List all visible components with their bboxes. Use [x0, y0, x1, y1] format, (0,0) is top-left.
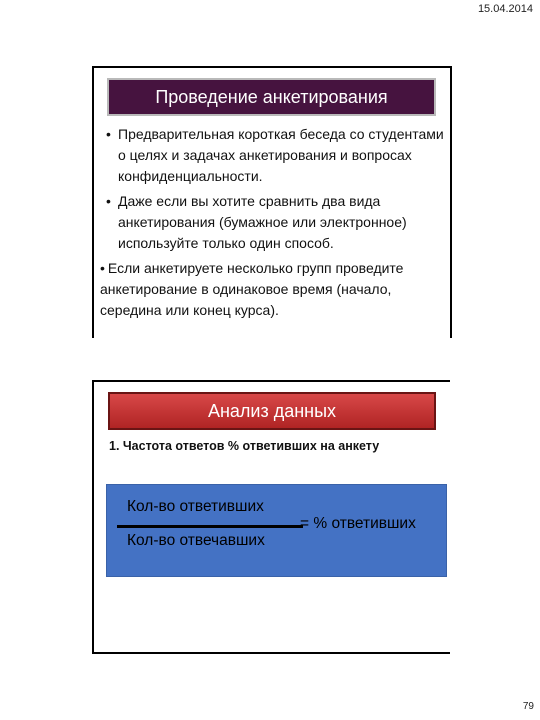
slide2-title: Анализ данных [108, 392, 436, 430]
numbered-list-item: 1. Частота ответов % ответивших на анкету [109, 439, 380, 453]
slide1-title: Проведение анкетирования [107, 78, 436, 116]
bullet-item [100, 124, 445, 187]
bullet-item [100, 191, 445, 254]
bullet-text: Предварительная короткая беседа со студентами о целях и задачах анкетирования и вопросах конфиденциальности. [118, 126, 444, 184]
formula-box [106, 484, 447, 577]
date-label: 15.04.2014 [477, 3, 533, 15]
bullet-marker: • [100, 260, 105, 276]
bullet-marker: • [106, 193, 111, 209]
formula-denominator: Кол-во отвечавших [127, 532, 265, 549]
page-number: 79 [522, 701, 534, 712]
formula-numerator: Кол-во ответивших [127, 498, 264, 515]
bullet-marker: • [106, 126, 111, 142]
slide-conducting-survey [92, 66, 452, 338]
slide-data-analysis [92, 380, 450, 654]
fraction-line [117, 525, 303, 528]
bullet-text: Даже если вы хотите сравнить два вида анкетирования (бумажное или электронное) используйте только один способ. [118, 193, 407, 251]
formula-result: = % ответивших [300, 515, 416, 532]
bullet-item [100, 258, 445, 321]
slide1-bullet-list [100, 124, 445, 325]
bullet-text: Если анкетируете несколько групп проведите анкетирование в одинаковое время (начало, середина или конец курса). [100, 260, 404, 318]
